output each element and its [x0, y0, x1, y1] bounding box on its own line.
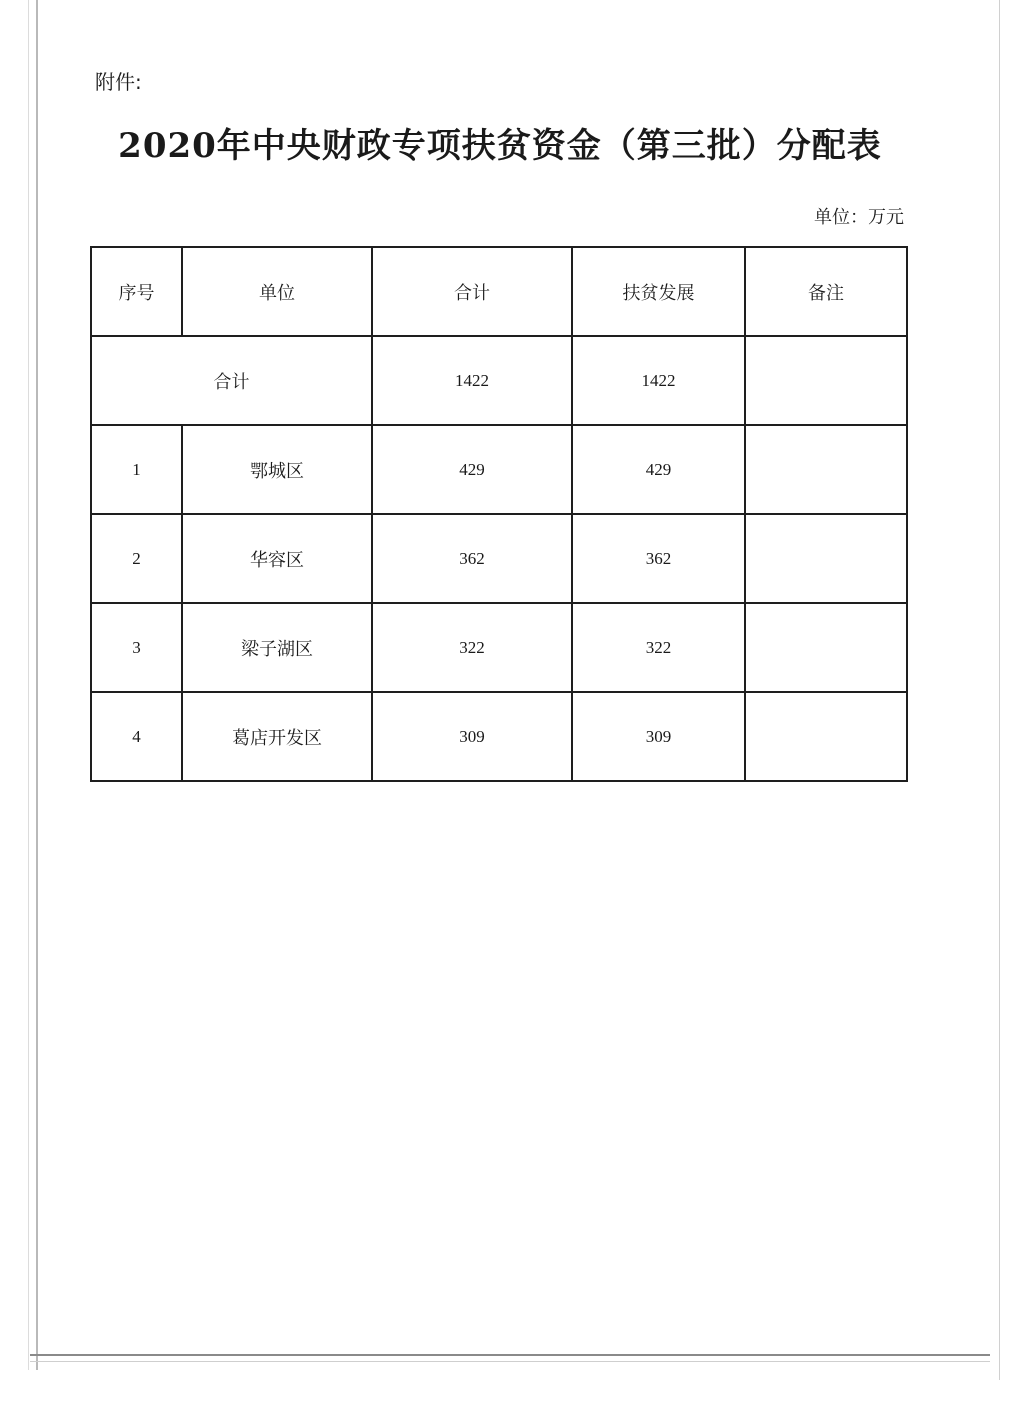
row-total: 362 — [372, 514, 572, 603]
row-seq: 2 — [91, 514, 182, 603]
total-row-total: 1422 — [372, 336, 572, 425]
table-row — [91, 514, 907, 603]
scan-edge-bottom-inner — [30, 1361, 990, 1362]
row-remark — [745, 692, 907, 781]
row-unit: 梁子湖区 — [182, 603, 372, 692]
scan-edge-left — [36, 0, 38, 1370]
attachment-label: 附件: — [95, 70, 142, 94]
table-row — [91, 692, 907, 781]
table-row — [91, 425, 907, 514]
row-poverty-dev: 429 — [572, 425, 745, 514]
header-unit: 单位 — [182, 247, 372, 336]
row-poverty-dev: 322 — [572, 603, 745, 692]
unit-note: 单位：万元 — [814, 207, 904, 228]
row-remark — [745, 514, 907, 603]
row-seq: 4 — [91, 692, 182, 781]
row-seq: 3 — [91, 603, 182, 692]
row-remark — [745, 425, 907, 514]
total-row — [91, 336, 907, 425]
row-unit: 华容区 — [182, 514, 372, 603]
total-row-remark — [745, 336, 907, 425]
header-remark: 备注 — [745, 247, 907, 336]
row-poverty-dev: 362 — [572, 514, 745, 603]
table-header-row — [91, 247, 907, 336]
header-seq: 序号 — [91, 247, 182, 336]
total-row-label: 合计 — [91, 336, 372, 425]
allocation-table — [90, 246, 908, 782]
row-poverty-dev: 309 — [572, 692, 745, 781]
row-unit: 鄂城区 — [182, 425, 372, 514]
header-total: 合计 — [372, 247, 572, 336]
row-total: 429 — [372, 425, 572, 514]
row-seq: 1 — [91, 425, 182, 514]
row-unit: 葛店开发区 — [182, 692, 372, 781]
row-total: 309 — [372, 692, 572, 781]
scan-edge-bottom — [30, 1354, 990, 1356]
scan-edge-left-outer — [28, 0, 29, 1370]
header-poverty-dev: 扶贫发展 — [572, 247, 745, 336]
total-row-poverty-dev: 1422 — [572, 336, 745, 425]
page-title: 2020年中央财政专项扶贫资金（第三批）分配表 — [118, 126, 882, 166]
row-total: 322 — [372, 603, 572, 692]
table-row — [91, 603, 907, 692]
row-remark — [745, 603, 907, 692]
scan-edge-right — [999, 0, 1000, 1380]
